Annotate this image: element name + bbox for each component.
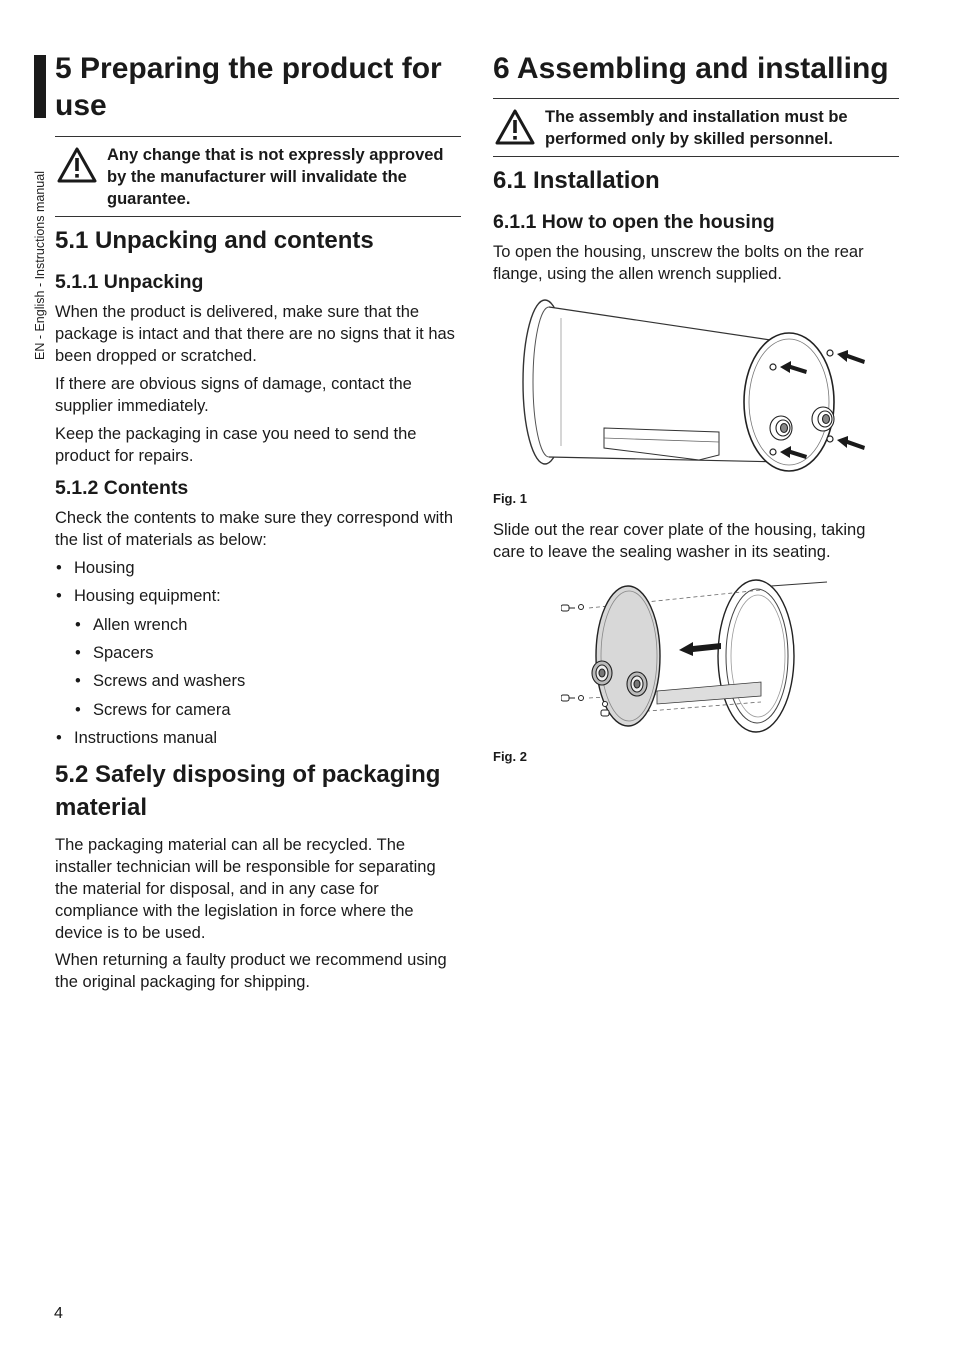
section-5-1-title: 5.1 Unpacking and contents: [55, 227, 374, 254]
warning-box-5: [55, 136, 461, 217]
slide-cover-paragraph: Slide out the rear cover plate of the housing, taking care to leave the sealing washer in its seating.: [493, 521, 866, 561]
list-item: • Screws and washers: [75, 672, 246, 690]
list-item: • Housing: [56, 559, 135, 577]
section-6-title: 6 Assembling and installing: [493, 52, 889, 85]
section-5-2-title: 5.2 Safely disposing of packaging material: [55, 761, 441, 821]
warning-box-6: [493, 98, 899, 157]
unpacking-paragraph-2: If there are obvious signs of damage, contact the supplier immediately.: [55, 375, 412, 415]
disposal-paragraph-2: When returning a faulty product we recommend using the original packaging for shipping.: [55, 951, 447, 991]
figure-2-label: Fig. 2: [493, 749, 527, 764]
list-item: • Instructions manual: [56, 729, 218, 747]
list-item: • Housing equipment:: [56, 587, 221, 605]
page-number: 4: [54, 1305, 63, 1322]
section-6-1-title: 6.1 Installation: [493, 167, 660, 194]
list-item: • Spacers: [75, 644, 154, 662]
list-item: • Allen wrench: [75, 616, 188, 634]
figure-1-housing-rear-view: [519, 298, 869, 478]
unpacking-paragraph-1: When the product is delivered, make sure that the package is intact and that there are no signs that it has been dropped or scratched.: [55, 303, 455, 365]
section-5-1-2-title: 5.1.2 Contents: [55, 477, 189, 499]
warning-text-5: Any change that is not expressly approved by the manufacturer will invalidate the guarantee.: [107, 146, 444, 208]
section-5-title: 5 Preparing the product for use: [55, 52, 442, 122]
heading-bar: [34, 55, 46, 118]
section-6-1-1-title: 6.1.1 How to open the housing: [493, 211, 775, 233]
warning-triangle-icon: [57, 147, 97, 183]
contents-paragraph: Check the contents to make sure they correspond with the list of materials as below:: [55, 509, 454, 549]
section-5-1-1-title: 5.1.1 Unpacking: [55, 271, 204, 293]
arrow-icon: [679, 642, 721, 656]
warning-text-6: The assembly and installation must be performed only by skilled personnel.: [545, 108, 848, 148]
figure-2-rear-cover-removal: [561, 578, 833, 734]
list-item: • Screws for camera: [75, 701, 231, 719]
warning-triangle-icon: [495, 109, 535, 145]
side-label: EN - English - Instructions manual: [33, 171, 47, 360]
unpacking-paragraph-3: Keep the packaging in case you need to send the product for repairs.: [55, 425, 417, 465]
figure-1-label: Fig. 1: [493, 491, 527, 506]
disposal-paragraph-1: The packaging material can all be recycled. The installer technician will be responsible for separating the material for disposal, and in any case for compliance with the legislation in force where the device is to be used.: [55, 836, 436, 942]
open-housing-paragraph: To open the housing, unscrew the bolts on the rear flange, using the allen wrench supplied.: [493, 243, 864, 283]
